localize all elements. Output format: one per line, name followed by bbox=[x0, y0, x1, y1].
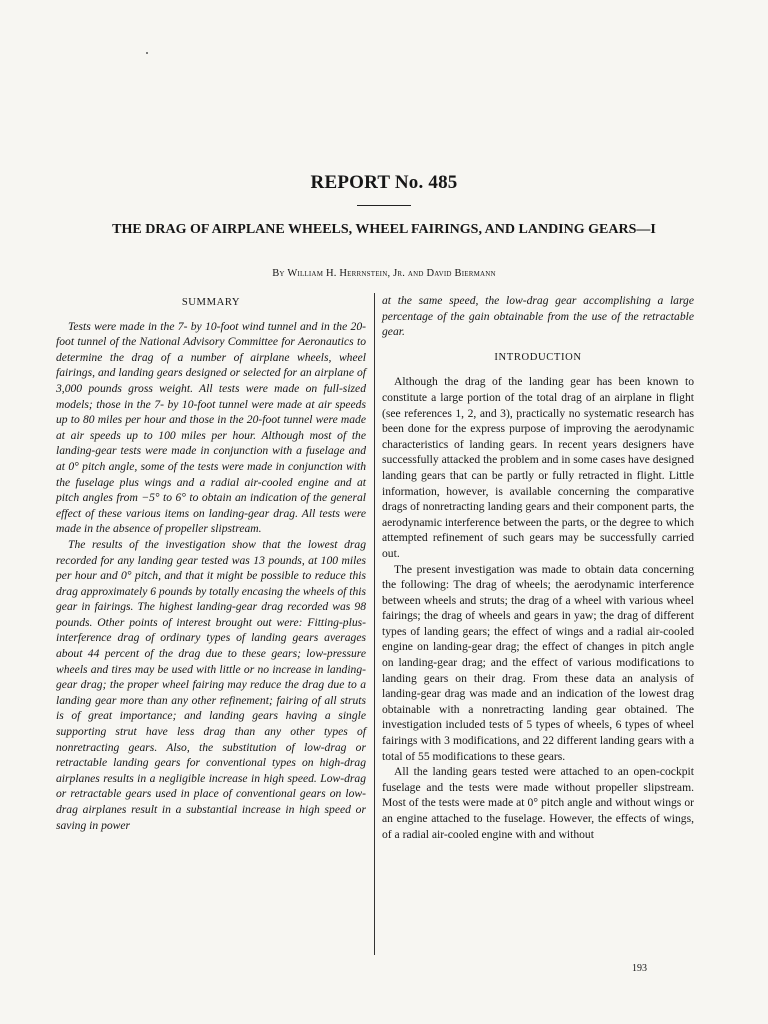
summary-continuation: at the same speed, the low-drag gear accomplishing a large percentage of the gain obtainable from the use of the retractable gear. bbox=[382, 294, 694, 339]
title-rule bbox=[357, 205, 411, 206]
summary-paragraph: The results of the investigation show that the lowest drag recorded for any landing gear tested was 13 pounds, at 100 miles per hour and 0° pitch, and that it might be possible to reduce this drag approximately 6 pounds by totally encasing the wheels of this gear in fairings. The highest landing-gear drag recorded was 98 pounds. Other points of interest brought out were: Fitting-plus-interference drag of ordinary types of landing gears averages about 44 percent of the drag due to these gears; low-pressure wheels and tires may be used with little or no increase in landing-gear drag; the proper wheel fairing may reduce the drag due to a landing gear more than any other refinement; fairing of all struts is of great importance; and landing gears having a single supporting strut have less drag than any other types of nonretracting gears. Also, the substitution of low-drag or retractable landing gears for conventional types on high-drag airplanes results in a negligible increase in high speed. Low-drag or retractable gears used in place of conventional gears on low-drag airplanes result in a substantial increase in high speed or saving in power bbox=[56, 537, 366, 832]
byline-suffix: , Jr. and bbox=[387, 268, 427, 279]
introduction-paragraph: Although the drag of the landing gear has been known to constitute a large portion of the total drag of an airplane in flight (see references 1, 2, and 3), practically no systematic research has been done for the express purpose of improving the aerodynamic characteristics of landing gears. In recent years designers have successfully attacked the problem and in some cases have designed landing gears that can be partly or fully retracted in flight. Little information, however, is available concerning the comparative drags of nonretracting landing gears and their component parts, the aerodynamic interference between the parts, or the degree to which attempted refinement of such gears may be successfully carried out. bbox=[382, 375, 694, 560]
introduction-column bbox=[382, 293, 694, 842]
introduction-paragraph: All the landing gears tested were attached to an open-cockpit fuselage and the tests were made without propeller slipstream. Most of the tests were made at 0° pitch angle and without wings or an engine attached to the fuselage. However, the effects of wings, of a radial air-cooled engine with and without bbox=[382, 765, 694, 841]
paper-title: THE DRAG OF AIRPLANE WHEELS, WHEEL FAIRINGS, AND LANDING GEARS—I bbox=[112, 222, 656, 237]
summary-column bbox=[56, 293, 366, 833]
byline bbox=[0, 268, 768, 279]
summary-heading: SUMMARY bbox=[181, 297, 241, 308]
summary-paragraph: Tests were made in the 7- by 10-foot wind tunnel and in the 20-foot tunnel of the National Advisory Committee for Aeronautics to determine the drag of a number of airplane wheels, wheel fairings, and landing gears designed or selected for an airplane of 3,000 pounds gross weight. All tests were made on full-sized models; those in the 7- by 10-foot tunnel were made at air speeds up to 80 miles per hour and those in the 20-foot tunnel were made at air speeds up to 100 miles per hour. Although most of the landing-gear tests were made in conjunction with a fuselage and at 0° pitch angle, some of the tests were made in conjunction with the fuselage plus wings and a radial air-cooled engine and at pitch angles from −5° to 6° to obtain an indication of the general effect of these various items on landing-gear drag. All tests were made in the absence of propeller slipstream. bbox=[56, 319, 366, 536]
byline-by: By bbox=[272, 268, 288, 279]
author-herrnstein: William H. Herrnstein bbox=[287, 268, 388, 279]
author-biermann: David Biermann bbox=[426, 268, 496, 279]
scan-speck bbox=[146, 52, 148, 54]
column-divider bbox=[374, 293, 375, 955]
introduction-heading: INTRODUCTION bbox=[494, 351, 582, 363]
page-number: 193 bbox=[632, 963, 647, 974]
report-number-title: REPORT No. 485 bbox=[310, 172, 458, 193]
introduction-paragraph: The present investigation was made to obtain data concerning the following: The drag of wheels; the aerodynamic interference between wheels and struts; the drag of a wheel with various wheel fairings; the drag of wheels and gears in yaw; the drag of different types of landing gears; the effect of wings and a radial air-cooled engine on landing-gear drag; the effect of changes in pitch angle on landing-gear drag; and the effect of various modifications to landing gears on their drag. From these data an analysis of landing-gear drag was made and an indication of the lowest drag obtainable with a nonretracting landing gear obtained. The investigation included tests of 5 types of wheels, 6 types of wheel fairings with 3 modifications, and 22 different landing gears with a total of 55 modifications to these gears. bbox=[382, 562, 694, 763]
